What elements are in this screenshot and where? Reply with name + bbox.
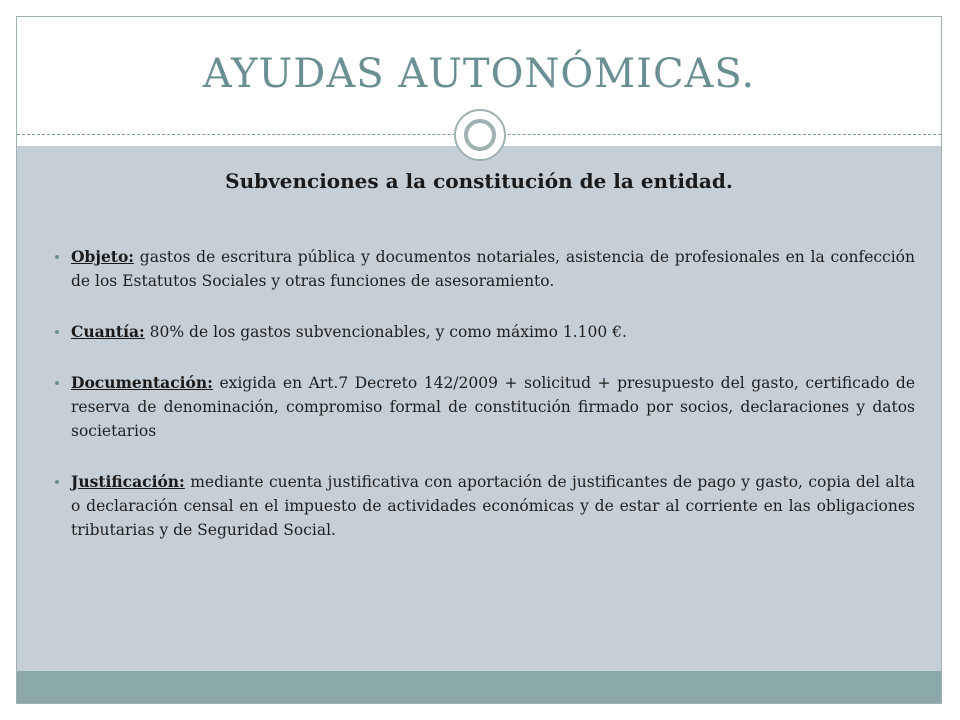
bullet-label: Documentación: bbox=[71, 373, 213, 392]
slide-frame bbox=[16, 16, 942, 704]
bullet-text: 80% de los gastos subvencionables, y como máximo 1.100 €. bbox=[149, 323, 627, 341]
bullet-list bbox=[55, 245, 915, 569]
bullet-text: mediante cuenta justificativa con aportación de justificantes de pago y gasto, copia del alta o declaración censal en el impuesto de actividades económicas y de estar al corriente en las obligaciones tributarias y de Seguridad Social. bbox=[71, 473, 915, 539]
bullet-item-documentacion bbox=[55, 371, 915, 443]
bullet-dot-icon bbox=[55, 480, 59, 484]
slide-title: AYUDAS AUTONÓMICAS. bbox=[202, 51, 756, 97]
bullet-dot-icon bbox=[55, 330, 59, 334]
bullet-item-justificacion bbox=[55, 470, 915, 542]
bullet-dot-icon bbox=[55, 255, 59, 259]
bullet-item-cuantia bbox=[55, 320, 915, 344]
ring-inner-icon bbox=[464, 119, 496, 151]
bullet-item-objeto bbox=[55, 245, 915, 293]
bullet-label: Objeto: bbox=[71, 247, 135, 266]
bottom-band bbox=[17, 671, 941, 704]
bullet-label: Justificación: bbox=[71, 472, 185, 491]
ring-icon bbox=[454, 109, 506, 161]
slide-subtitle: Subvenciones a la constitución de la entidad. bbox=[225, 169, 733, 193]
bullet-text: exigida en Art.7 Decreto 142/2009 + solicitud + presupuesto del gasto, certificado de reserva de denominación, compromiso formal de constitución firmado por socios, declaraciones y datos societarios bbox=[71, 374, 915, 440]
bullet-text: gastos de escritura pública y documentos notariales, asistencia de profesionales en la confección de los Estatutos Sociales y otras funciones de asesoramiento. bbox=[71, 248, 915, 290]
bullet-label: Cuantía: bbox=[71, 322, 145, 341]
bullet-dot-icon bbox=[55, 381, 59, 385]
